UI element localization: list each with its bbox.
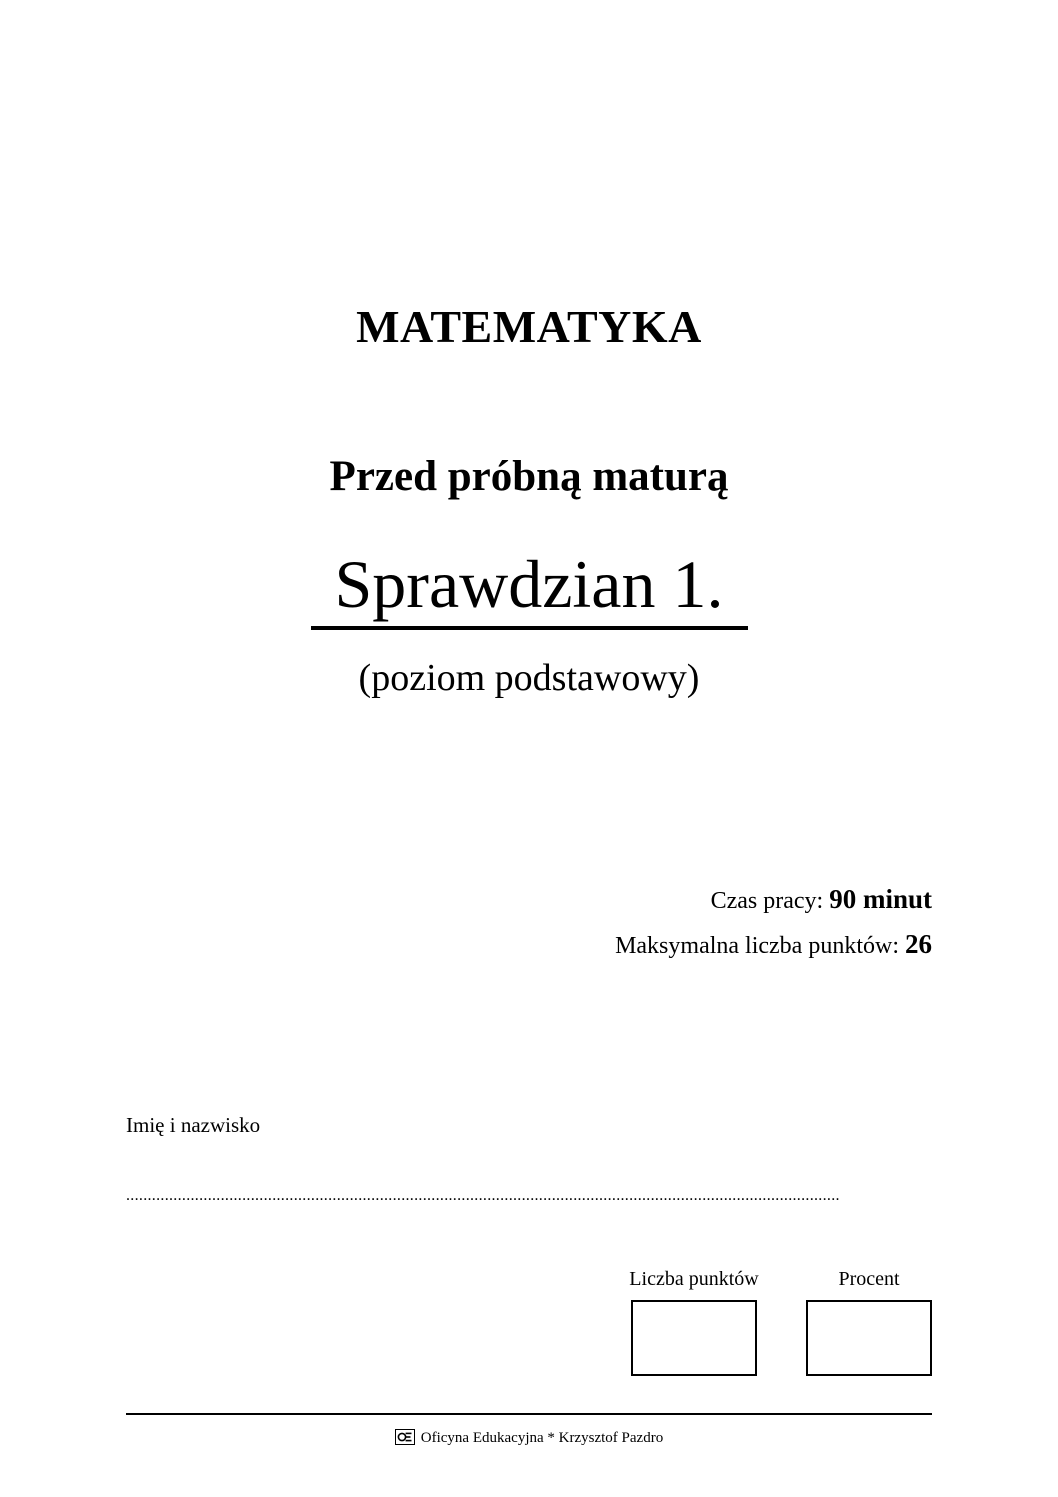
publisher-name: Oficyna Edukacyjna * Krzysztof Pazdro bbox=[420, 1430, 664, 1446]
work-time bbox=[711, 884, 932, 915]
max-points-label: Maksymalna liczba punktów: bbox=[615, 933, 899, 959]
percent-label: Procent bbox=[838, 1268, 900, 1290]
score-box[interactable] bbox=[631, 1300, 757, 1376]
oe-logo-icon bbox=[395, 1429, 415, 1445]
work-time-label: Czas pracy: bbox=[710, 888, 824, 914]
work-time-value: 90 minut bbox=[829, 884, 932, 914]
page-title: MATEMATYKA bbox=[356, 301, 702, 352]
name-field[interactable]: ...................................................................................................................................................................... bbox=[126, 1187, 840, 1204]
max-points bbox=[615, 929, 932, 960]
footer-divider bbox=[126, 1413, 932, 1415]
level-subtitle: (poziom podstawowy) bbox=[358, 657, 700, 699]
title-underline bbox=[311, 626, 748, 630]
footer bbox=[0, 1429, 1058, 1447]
series-title: Przed próbną maturą bbox=[329, 453, 729, 500]
percent-box[interactable] bbox=[806, 1300, 932, 1376]
name-label: Imię i nazwisko bbox=[126, 1113, 261, 1137]
score-label: Liczba punktów bbox=[629, 1268, 759, 1290]
test-title: Sprawdzian 1. bbox=[334, 546, 724, 622]
max-points-value: 26 bbox=[905, 929, 932, 959]
